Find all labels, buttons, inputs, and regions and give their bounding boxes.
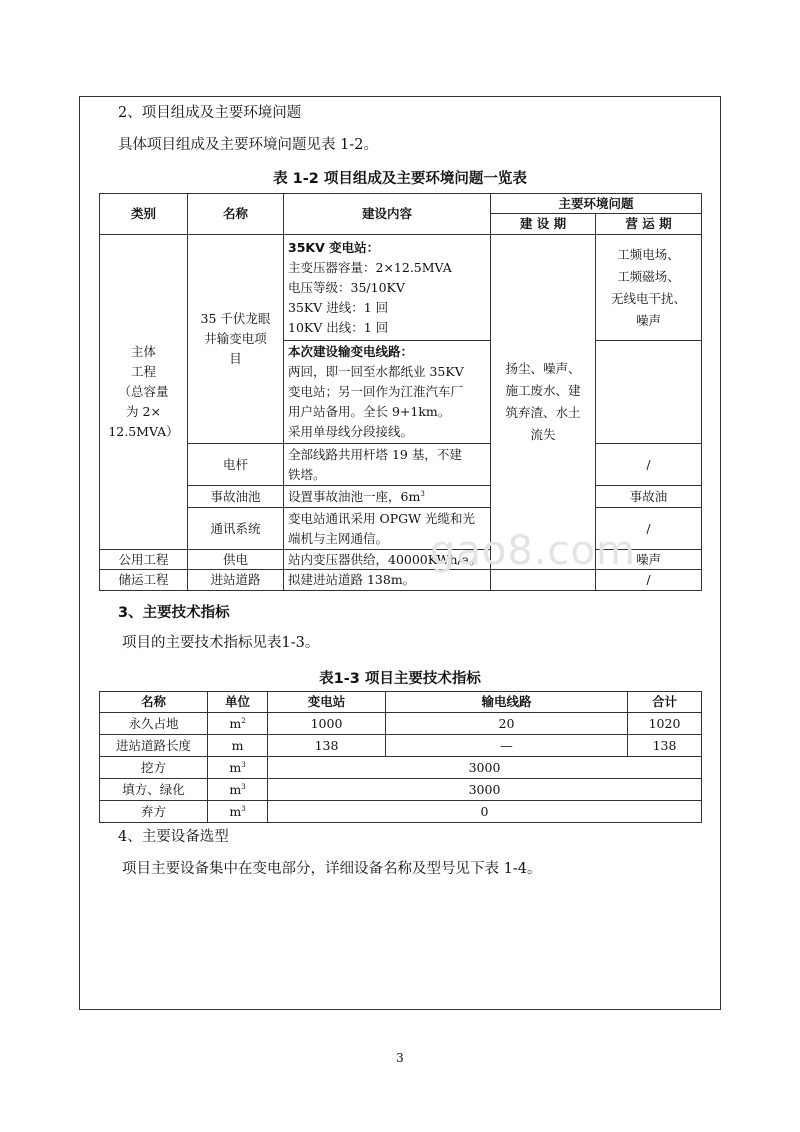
t3-row-line: — xyxy=(386,735,628,757)
t3-row-unit xyxy=(208,757,268,779)
line-line-4: 采用单母线分段接线。 xyxy=(288,424,414,439)
public-category-cell: 公用工程 xyxy=(100,550,188,570)
t3-unit-base: m xyxy=(229,803,242,819)
main-category-cell: 主体 工程 （总容量 为 2× 12.5MVA） xyxy=(100,235,188,550)
pole-operation-cell: / xyxy=(596,444,702,486)
comm-operation-cell: / xyxy=(596,508,702,550)
pole-name-cell: 电杆 xyxy=(188,444,284,486)
substation-title: 35KV 变电站： xyxy=(288,239,380,255)
line-line-3: 用户站备用。全长 9+1km。 xyxy=(288,404,451,419)
public-content-cell: 站内变压器供给，40000KWh/a。 xyxy=(284,550,491,570)
t3-row-unit xyxy=(208,713,268,735)
comm-name-cell: 通讯系统 xyxy=(188,508,284,550)
header-env-issues: 主要环境问题 xyxy=(491,194,702,214)
t3-header-line: 输电线路 xyxy=(386,692,628,713)
header-operation: 营 运 期 xyxy=(596,214,702,235)
t3-unit-sup: 3 xyxy=(241,760,246,769)
t3-header-name: 名称 xyxy=(100,692,208,713)
substation-line-4: 10KV 出线：1 回 xyxy=(288,319,389,335)
section4-heading: 4、主要设备选型 xyxy=(118,829,229,845)
t3-row-merged-value: 3000 xyxy=(268,757,702,779)
t3-header-substation: 变电站 xyxy=(268,692,386,713)
technical-indicators-table xyxy=(99,691,702,823)
t3-row-unit xyxy=(208,779,268,801)
storage-name-cell: 进站道路 xyxy=(188,570,284,591)
t3-row-name: 填方、绿化 xyxy=(100,779,208,801)
t3-row-name: 进站道路长度 xyxy=(100,735,208,757)
oil-pool-content-cell xyxy=(284,486,491,508)
construction-issues-cell: 扬尘、噪声、 施工废水、建 筑弃渣、水土 流失 xyxy=(491,235,596,570)
header-category: 类别 xyxy=(100,194,188,235)
line-line-1: 两回，即一回至水都纸业 35KV xyxy=(288,364,464,379)
header-content: 建设内容 xyxy=(284,194,491,235)
table3-caption: 表1-3 项目主要技术指标 xyxy=(319,671,481,687)
header-construction: 建 设 期 xyxy=(491,214,596,235)
t3-row-name: 挖方 xyxy=(100,757,208,779)
public-operation-cell: 噪声 xyxy=(596,550,702,570)
t3-row-name: 永久占地 xyxy=(100,713,208,735)
t3-row-merged-value: 0 xyxy=(268,801,702,823)
section3-intro: 项目的主要技术指标见表1-3。 xyxy=(122,635,320,651)
substation-line-3: 35KV 进线：1 回 xyxy=(288,299,389,315)
t3-row-unit xyxy=(208,735,268,757)
substation-line-1: 主变压器容量：2×12.5MVA xyxy=(288,259,452,275)
comm-content-cell: 变电站通讯采用 OPGW 光缆和光 端机与主网通信。 xyxy=(284,508,491,550)
section2-intro: 具体项目组成及主要环境问题见表 1-2。 xyxy=(118,137,378,153)
storage-category-cell: 储运工程 xyxy=(100,570,188,591)
line-content-cell xyxy=(284,341,491,444)
t3-header-total: 合计 xyxy=(628,692,702,713)
t3-unit-sup: 3 xyxy=(241,804,246,813)
substation-content-cell xyxy=(284,235,491,341)
t3-unit-base: m xyxy=(229,759,242,775)
t3-row-total: 1020 xyxy=(628,713,702,735)
t3-row-unit xyxy=(208,801,268,823)
storage-content-cell: 拟建进站道路 138m。 xyxy=(284,570,491,591)
watermark: gao8.com xyxy=(430,528,636,574)
oil-pool-content-sup: 3 xyxy=(420,489,425,498)
oil-pool-content-text: 设置事故油池一座，6m xyxy=(288,488,421,504)
table2-caption: 表 1-2 项目组成及主要环境问题一览表 xyxy=(273,171,527,187)
operation-empty-cell xyxy=(596,341,702,444)
page-number: 3 xyxy=(396,1051,404,1065)
pole-content-cell: 全部线路共用杆塔 19 基，不建 铁塔。 xyxy=(284,444,491,486)
line-line-2: 变电站；另一回作为江淮汽车厂 xyxy=(288,384,464,399)
storage-operation-cell: / xyxy=(596,570,702,591)
public-name-cell: 供电 xyxy=(188,550,284,570)
line-title: 本次建设输变电线路： xyxy=(288,344,414,359)
t3-unit-base: m xyxy=(229,781,242,797)
t3-row-substation: 138 xyxy=(268,735,386,757)
section2-heading: 2、项目组成及主要环境问题 xyxy=(118,105,302,121)
t3-row-merged-value: 3000 xyxy=(268,779,702,801)
t3-unit-sup: 2 xyxy=(241,716,246,725)
section4-intro: 项目主要设备集中在变电部分，详细设备名称及型号见下表 1-4。 xyxy=(122,861,542,877)
t3-row-total: 138 xyxy=(628,735,702,757)
t3-row-name: 弃方 xyxy=(100,801,208,823)
t3-row-substation: 1000 xyxy=(268,713,386,735)
t3-unit-sup: 3 xyxy=(241,782,246,791)
t3-header-unit: 单位 xyxy=(208,692,268,713)
t3-row-line: 20 xyxy=(386,713,628,735)
t3-unit-base: m xyxy=(231,737,244,753)
header-name: 名称 xyxy=(188,194,284,235)
oil-pool-operation-cell: 事故油 xyxy=(596,486,702,508)
main-name-cell: 35 千伏龙眼 井输变电项 目 xyxy=(188,235,284,444)
operation-issues-main-cell: 工频电场、 工频磁场、 无线电干扰、 噪声 xyxy=(596,235,702,341)
section3-heading: 3、主要技术指标 xyxy=(118,605,230,621)
oil-pool-name-cell: 事故油池 xyxy=(188,486,284,508)
substation-line-2: 电压等级：35/10KV xyxy=(288,279,405,295)
t3-unit-base: m xyxy=(229,715,242,731)
